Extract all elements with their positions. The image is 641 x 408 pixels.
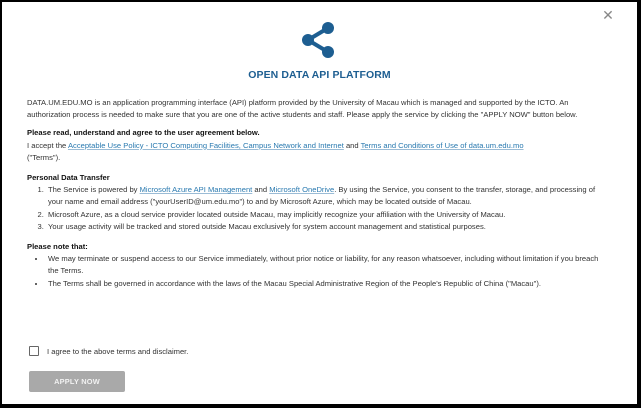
item1-and: and bbox=[252, 185, 270, 195]
list-item: 2. Microsoft Azure, as a cloud service provider located outside Macau, may implicitly recognize your affiliation with the University of Macau. bbox=[46, 209, 607, 221]
agreement-heading: Please read, understand and agree to the user agreement below. bbox=[27, 128, 260, 138]
agreement-section bbox=[27, 127, 607, 164]
acceptable-use-policy-link[interactable]: Acceptable Use Policy - ICTO Computing Facilities, Campus Network and Internet bbox=[67, 140, 344, 150]
agreement-prefix: I accept the bbox=[27, 140, 68, 150]
list-item: 3. Your usage activity will be tracked and stored outside Macau exclusively for system account management and statistical purposes. bbox=[46, 221, 607, 233]
transfer-section bbox=[27, 172, 607, 233]
agreement-text bbox=[27, 140, 607, 164]
onedrive-link[interactable]: Microsoft OneDrive bbox=[269, 185, 335, 195]
agreement-middle: and bbox=[343, 140, 361, 150]
notes-list bbox=[27, 253, 607, 290]
close-icon[interactable]: ✕ bbox=[602, 7, 614, 23]
item1-suffix: . By using the Service, you consent to the transfer, storage, and processing of your name and email address ("yourUserID@um.edu.mo") to and by Microsoft Azure, which may be located outside of Macau. bbox=[48, 185, 596, 207]
agreement-suffix: ("Terms"). bbox=[27, 152, 61, 162]
intro-text: DATA.UM.EDU.MO is an application programming interface (API) platform provided by the University of Macau which is managed and supported by the ICTO. An authorization process is needed to make sure that you are one of the active students and staff. Please apply the service by clicking the "APPLY NOW" button below. bbox=[27, 98, 578, 120]
item1-prefix: The Service is powered by bbox=[48, 185, 140, 195]
notes-heading: Please note that: bbox=[27, 242, 88, 252]
azure-api-link[interactable]: Microsoft Azure API Management bbox=[139, 185, 253, 195]
list-item: • The Terms shall be governed in accordance with the laws of the Macau Special Administrative Region of the People's Republic of China ("Macau"). bbox=[46, 278, 607, 290]
transfer-heading: Personal Data Transfer bbox=[27, 173, 110, 183]
apply-now-button[interactable]: APPLY NOW bbox=[29, 371, 125, 392]
agree-checkbox[interactable] bbox=[29, 346, 39, 356]
dialog-title: OPEN DATA API PLATFORM bbox=[248, 69, 391, 81]
transfer-list bbox=[27, 184, 607, 233]
agreement-dialog bbox=[2, 2, 637, 404]
list-item: • We may terminate or suspend access to our Service immediately, without prior notice or liability, for any reason whatsoever, including without limitation if you breach the Terms. bbox=[46, 253, 607, 277]
dialog-content bbox=[27, 97, 607, 290]
notes-section bbox=[27, 241, 607, 290]
share-icon bbox=[300, 20, 336, 60]
agree-checkbox-row[interactable] bbox=[29, 346, 188, 356]
terms-conditions-link[interactable]: Terms and Conditions of Use of data.um.edu.mo bbox=[360, 140, 524, 150]
agree-label: I agree to the above terms and disclaimer. bbox=[47, 346, 189, 356]
list-item bbox=[46, 184, 607, 208]
